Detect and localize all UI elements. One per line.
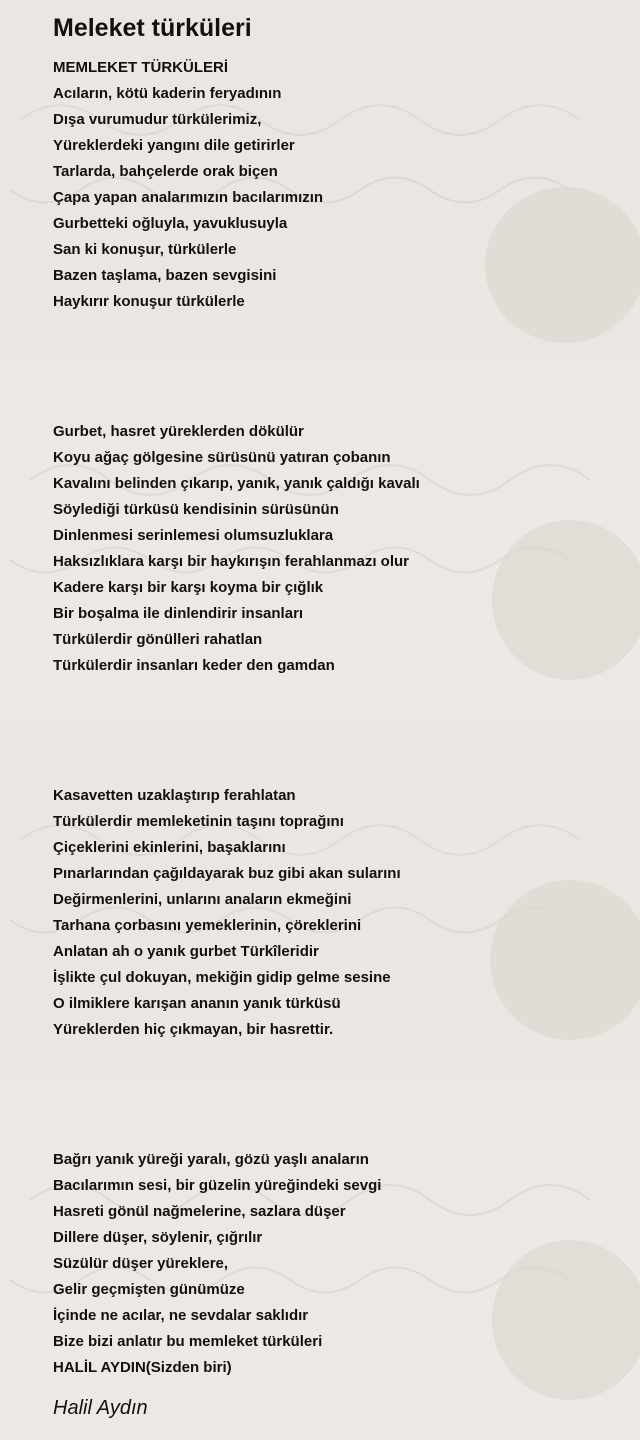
- poem-line: Haykırır konuşur türkülerle: [53, 293, 245, 310]
- poem-line: MEMLEKET TÜRKÜLERİ: [53, 59, 228, 76]
- poem-line: Haksızlıklara karşı bir haykırışın ferahlanmazı olur: [53, 553, 409, 570]
- poem-line: Koyu ağaç gölgesine sürüsünü yatıran çobanın: [53, 449, 391, 466]
- stanza-gap: [53, 679, 640, 783]
- poem-line: Çapa yapan analarımızın bacılarımızın: [53, 189, 324, 206]
- poem-line: Gurbetteki oğluyla, yavuklusuyla: [53, 215, 288, 232]
- poem-line: Bir boşalma ile dinlendirir insanları: [53, 605, 304, 622]
- poem-line: Hasreti gönül nağmelerine, sazlara düşer: [53, 1203, 346, 1220]
- poem-line: Bağrı yanık yüreği yaralı, gözü yaşlı anaların: [53, 1151, 369, 1168]
- poem-line: O ilmiklere karışan ananın yanık türküsü: [53, 995, 341, 1012]
- poem-line: Bazen taşlama, bazen sevgisini: [53, 267, 277, 284]
- poem-line: Gurbet, hasret yüreklerden dökülür: [53, 423, 304, 440]
- poem-line: Yüreklerdeki yangını dile getirirler: [53, 137, 295, 154]
- poem-line: Pınarlarından çağıldayarak buz gibi akan sularını: [53, 865, 401, 882]
- poem-line: Kadere karşı bir karşı koyma bir çığlık: [53, 579, 324, 596]
- poem-title: Meleket türküleri: [53, 14, 252, 42]
- poem-line: Dillere düşer, söylenir, çığrılır: [53, 1229, 263, 1246]
- poem-line: Süzülür düşer yüreklere,: [53, 1255, 229, 1272]
- stanza-3: [53, 783, 640, 1043]
- poem-line: Bize bizi anlatır bu memleket türküleri: [53, 1333, 323, 1350]
- poem-line: Türkülerdir insanları keder den gamdan: [53, 657, 335, 674]
- poem-line: Çiçeklerini ekinlerini, başaklarını: [53, 839, 286, 856]
- poem-line: Bacılarımın sesi, bir güzelin yüreğindeki sevgi: [53, 1177, 382, 1194]
- stanza-2: [53, 419, 640, 679]
- stanza-4: [53, 1147, 640, 1381]
- poem-line: Türkülerdir gönülleri rahatlan: [53, 631, 263, 648]
- poem-line: HALİL AYDIN(Sizden biri): [53, 1359, 232, 1376]
- stanza-gap: [53, 1043, 640, 1147]
- poem-line: Değirmenlerini, unlarını anaların ekmeğini: [53, 891, 352, 908]
- poem-line: Acıların, kötü kaderin feryadının: [53, 85, 282, 102]
- poem-line: Dışa vurumudur türkülerimiz,: [53, 111, 262, 128]
- poem-line: Kavalını belinden çıkarıp, yanık, yanık çaldığı kavalı: [53, 475, 420, 492]
- poem-line: Söylediği türküsü kendisinin sürüsünün: [53, 501, 339, 518]
- poem-line: Dinlenmesi serinlemesi olumsuzluklara: [53, 527, 334, 544]
- author-signature: Halil Aydın: [53, 1397, 148, 1419]
- stanza-gap: [53, 315, 640, 419]
- poem-line: Anlatan ah o yanık gurbet Türkîleridir: [53, 943, 319, 960]
- poem-line: Gelir geçmişten günümüze: [53, 1281, 245, 1298]
- poem-line: Kasavetten uzaklaştırıp ferahlatan: [53, 787, 296, 804]
- poem-line: Yüreklerden hiç çıkmayan, bir hasrettir.: [53, 1021, 334, 1038]
- poem-line: Tarhana çorbasını yemeklerinin, çöreklerini: [53, 917, 362, 934]
- poem-line: San ki konuşur, türkülerle: [53, 241, 237, 258]
- poem-line: İşlikte çul dokuyan, mekiğin gidip gelme sesine: [53, 969, 391, 986]
- poem-line: İçinde ne acılar, ne sevdalar saklıdır: [53, 1307, 309, 1324]
- poem-line: Türkülerdir memleketinin taşını toprağını: [53, 813, 344, 830]
- poem-line: Tarlarda, bahçelerde orak biçen: [53, 163, 278, 180]
- stanza-1: [53, 55, 640, 315]
